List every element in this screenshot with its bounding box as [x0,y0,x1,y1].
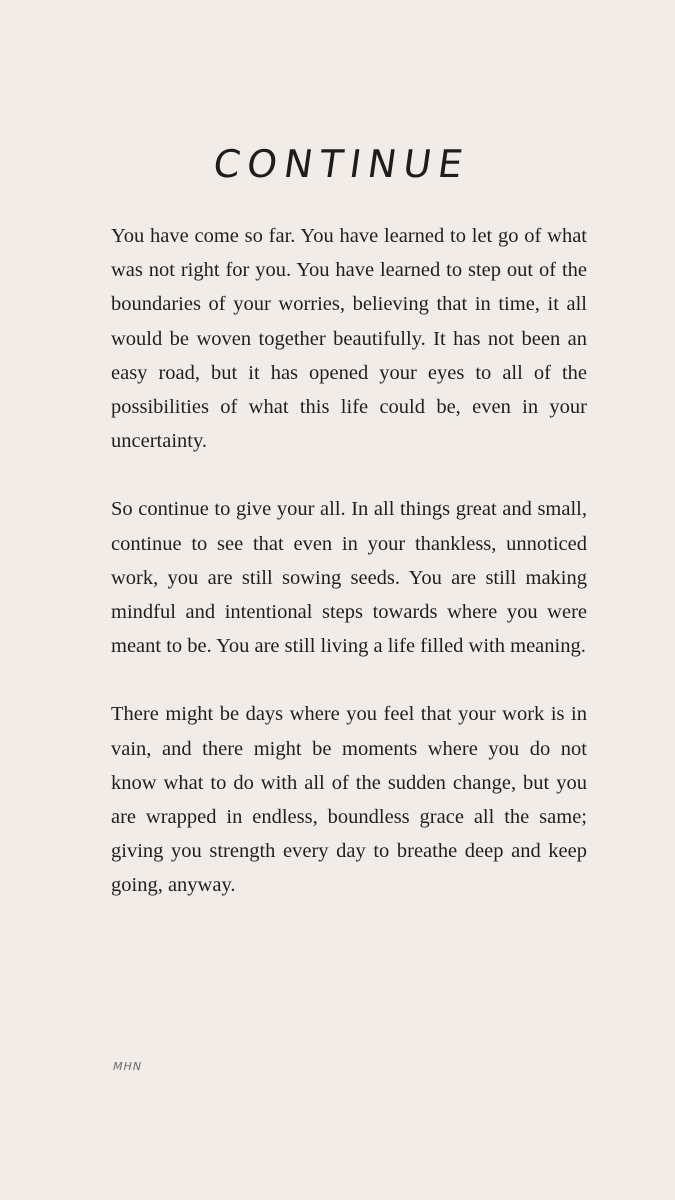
paragraph-3: There might be days where you feel that your work is in vain, and there might be moments where you do not know what to do with all of the sudden change, but you are wrapped in endless, boundless grace all the same; giving you strength every day to breathe deep and keep going, anyway. [111,703,587,897]
quote-body [111,219,587,937]
page-title: CONTINUE [210,142,473,186]
paragraph-2: So continue to give your all. In all things great and small, continue to see that even in your thankless, unnoticed work, you are still sowing seeds. You are still making mindful and intentional steps towards where you were meant to be. You are still living a life filled with meaning. [111,498,587,658]
author-signature: MHN [111,1060,144,1073]
paragraph-1: You have come so far. You have learned to let go of what was not right for you. You have learned to step out of the boundaries of your worries, believing that in time, it all would be woven together beautifully. It has not been an easy road, but it has opened your eyes to all of the possibilities of what this life could be, even in your uncertainty. [111,225,587,453]
